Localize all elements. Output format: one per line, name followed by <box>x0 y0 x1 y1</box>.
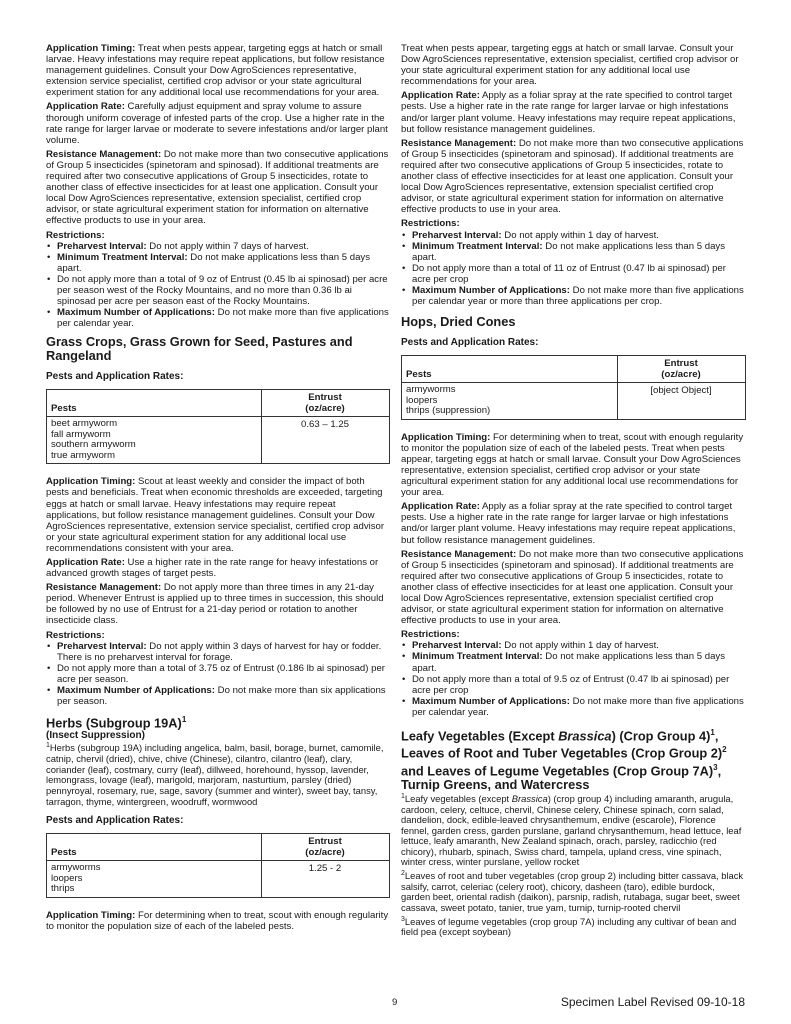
application-timing: Application Timing: Treat when pests appear, targeting eggs at hatch or small larvae. Heavy infestations may require repeat applications, but follow resistance management guidelines. Consult your Dow AgroSciences representative, extension service specialist, certified crop advisor or your state agricultural experiment station for any additional local use recommendations for your area. <box>46 43 385 99</box>
section-heading-hops: Hops, Dried Cones <box>401 314 516 330</box>
application-rate: Application Rate: Use a higher rate in the rate range for heavy infestations or advanced growth stages of target pests. <box>46 557 379 580</box>
application-timing: Application Timing: For determining when to treat, scout with enough regularity to monitor the population size of each of the labeled pests. Treat when pests appear, targeting eggs at hatch or small larvae. Consult your Dow AgroSciences representative, extension specialist, certified crop advisor or your state agricultural experiment station for any additional local use recommendations for your area. <box>401 431 744 499</box>
list-item: • Do not apply more than a total of 11 oz of Entrust (0.47 lb ai spinosad) per acre per crop <box>401 263 746 285</box>
list-item: • Minimum Treatment Interval: Do not make applications less than 5 days apart. <box>401 651 746 673</box>
table-cell-pests: armyworms loopers thrips <box>47 861 262 898</box>
section-heading-herbs: Herbs (Subgroup 19A)$^1$ <box>46 715 187 731</box>
table-row <box>47 861 390 898</box>
pests-rates-label: Pests and Application Rates: <box>46 371 184 383</box>
resistance-management: Resistance Management: Do not apply more than three times in any 21-day period. Whenever Entrust is applied up to three times in succession, this should be followed by no use of Entrust for a 21-day period or rotation to another insecticide class. <box>46 582 384 627</box>
restrictions-list <box>401 640 746 718</box>
table-header-row <box>47 390 390 417</box>
table-header-entrust: Entrust (oz/acre) <box>262 834 390 861</box>
section-subheading: (Insect Suppression) <box>46 730 145 742</box>
application-timing-continued: Treat when pests appear, targeting eggs at hatch or small larvae. Consult your Dow AgroSciences representative, extension specialist, certified crop advisor or your state agricultural experiment station for any additional local use recommendations for your area. <box>401 43 739 88</box>
restrictions-heading: Restrictions: <box>46 629 105 641</box>
footnote: $^3$Leaves of legume vegetables (crop group 7A) including any cultivar of bean and field pea (except soybean) <box>401 915 737 938</box>
resistance-management: Resistance Management: Do not make more than two consecutive applications of Group 5 insecticides (spinetoram and spinosad). If additional treatments are required after two consecutive applications of Group 5 insecticides, rotate to another class of effective insecticides for at least one application. Consult your local Dow AgroSciences representative, extension specialist certified crop advisor, or state agricultural experiment station for information on alternative effective products to use in your area. <box>401 548 744 627</box>
section-heading-grass-crops: Grass Crops, Grass Grown for Seed, Pastures and Rangeland <box>46 334 353 364</box>
restrictions-list <box>401 230 746 308</box>
list-item: • Preharvest Interval: Do not apply within 3 days of harvest for hay or fodder. There is no preharvest interval for forage. <box>46 641 390 663</box>
restrictions-heading: Restrictions: <box>401 629 460 641</box>
list-item: • Preharvest Interval: Do not apply within 1 day of harvest. <box>401 230 746 241</box>
left-column <box>46 43 390 935</box>
list-item: • Do not apply more than a total of 9.5 oz of Entrust (0.47 lb ai spinosad) per acre per crop <box>401 674 746 696</box>
table-header-pests: Pests <box>47 390 262 417</box>
list-item: • Preharvest Interval: Do not apply within 1 day of harvest. <box>401 640 746 651</box>
table-cell-rate: 0.63 – 1.25 <box>262 417 390 464</box>
revision-label: Specimen Label Revised 09-10-18 <box>560 995 745 1009</box>
list-item: • Minimum Treatment Interval: Do not make applications less than 5 days apart. <box>401 241 746 263</box>
table-header-row <box>402 356 746 383</box>
restrictions-list <box>46 241 390 330</box>
table-cell-pests: beet armyworm fall armyworm southern armyworm true armyworm <box>47 417 262 464</box>
page-footer <box>0 996 791 1012</box>
application-rate: Application Rate: Apply as a foliar spray at the rate specified to control target pests. Use a higher rate in the rate range for larger larvae or high infestations and/or larger plant volume. Heavy infestations may require repeat applications, but follow resistance management guidelines. <box>401 90 736 135</box>
list-item: • Do not apply more than a total of 3.75 oz of Entrust (0.186 lb ai spinosad) per acre per season. <box>46 663 390 685</box>
pests-rates-label: Pests and Application Rates: <box>46 815 184 827</box>
table-cell-rate: 1.25 - 2 <box>262 861 390 898</box>
list-item: • Maximum Number of Applications: Do not make more than five applications per calendar year or more than three applications per crop. <box>401 285 746 307</box>
list-item: • Maximum Number of Applications: Do not make more than six applications per season. <box>46 685 390 707</box>
table-header-entrust: Entrust (oz/acre) <box>262 390 390 417</box>
resistance-management: Resistance Management: Do not make more than two consecutive applications of Group 5 insecticides (spinetoram and spinosad). If additional treatments are required after two consecutive applications of Group 5 insecticides, rotate to another class of effective insecticides for at least one application. Consult your local Dow AgroSciences representative, extension specialist, certified crop advisor, or state agricultural experiment station for information on alternative effective products to use in your area. <box>46 148 389 227</box>
restrictions-heading: Restrictions: <box>401 218 460 230</box>
restrictions-list <box>46 641 390 708</box>
right-column <box>401 43 746 939</box>
table-row <box>47 417 390 464</box>
table-cell-pests: armyworms loopers thrips (suppression) <box>402 383 618 420</box>
section-heading-leafy-vegetables: Leafy Vegetables (Except Brassica) (Crop Group 4)$^1$, Leaves of Root and Tuber Vegetables (Crop Group 2)$^2$ and Leaves of Legume Vegetables (Crop Group 7A)$^3$, Turnip Greens, and Watercress <box>401 728 727 792</box>
application-rate: Application Rate: Apply as a foliar spray at the rate specified to control target pests. Use a higher rate in the rate range for larger larvae or high infestations and/or larger plant volume. Heavy infestations may require repeat applications, but follow resistance management guidelines. <box>401 501 736 546</box>
list-item: • Maximum Number of Applications: Do not make more than five applications per calendar year. <box>401 696 746 718</box>
list-item: • Maximum Number of Applications: Do not make more than five applications per calendar year. <box>46 307 390 329</box>
table-cell-rate: [object Object] <box>618 383 746 420</box>
list-item: • Minimum Treatment Interval: Do not make applications less than 5 days apart. <box>46 252 390 274</box>
application-timing: Application Timing: Scout at least weekly and consider the impact of both pests and beneficials. Treat when economic thresholds are exceeded, targeting eggs at hatch or small larvae. Heavy infestations may require repeat applications, but follow resistance management guidelines. Consult your Dow AgroSciences representative, extension service specialist, certified crop advisor or your state agricultural experiment station for any additional local use recommendations consistent with your area. <box>46 476 385 554</box>
resistance-management: Resistance Management: Do not make more than two consecutive applications of Group 5 insecticides (spinetoram and spinosad). If additional treatments are required after two consecutive applications of Group 5 insecticides, rotate to another class of effective insecticides for at least one application. Consult your local Dow AgroSciences representative, extension specialist certified crop advisor, or state agricultural experiment station for information on alternative effective products to use in your area. <box>401 137 744 216</box>
table-header-row <box>47 834 390 861</box>
pests-rates-table <box>401 355 746 420</box>
restrictions-heading: Restrictions: <box>46 229 105 241</box>
pests-rates-table <box>46 833 390 898</box>
list-item: • Do not apply more than a total of 9 oz of Entrust (0.45 lb ai spinosad) per acre per season west of the Rocky Mountains, and no more than 0.36 lb ai spinosad per acre per season east of the Rocky Mountains. <box>46 274 390 307</box>
footnote: $^1$Leafy vegetables (except Brassica) (crop group 4) including amaranth, arugula, cardoon, celery, celtuce, chervil, Chinese celery, Chinese spinach, corn salad, dandelion, dock, edible-leaved chrysanthemum, endive (escarole), Florence fennel, garden cress, garden purslane, garland chrysanthemum, head lettuce, leaf lettuce, leafy amaranth, New Zealand spinach, orach, parsley, radicchio (red chicory), rhubarb, spinach, Swiss chard, tampela, upland cress, vine spinach, winter cress, winter purslane, yellow rocket <box>401 792 742 868</box>
list-item: • Preharvest Interval: Do not apply within 7 days of harvest. <box>46 241 390 252</box>
footnote: $^1$Herbs (subgroup 19A) including angelica, balm, basil, borage, burnet, camomile, catnip, chervil (dried), chive, chive (Chinese), cilantro, cilantro (leaf), clary, coriander (leaf), costmary, curry (leaf), dillweed, horehound, hyssop, lavender, lemongrass, lovage (leaf), marigold, marjoram, nasturtium, parsley (dried) pennyroyal, rosemary, rue, sage, savory (summer and winter), sweet bay, tansy, tarragon, thyme, wintergreen, woodruff, wormwood <box>46 742 384 807</box>
table-header-pests: Pests <box>47 834 262 861</box>
table-row <box>402 383 746 420</box>
table-header-entrust: Entrust (oz/acre) <box>618 356 746 383</box>
application-timing: Application Timing: For determining when to treat, scout with enough regularity to monitor the population size of each of the labeled pests. <box>46 909 389 932</box>
pests-rates-table <box>46 389 390 464</box>
page-number: 9 <box>392 997 398 1008</box>
application-rate: Application Rate: Carefully adjust equipment and spray volume to assure thorough uniform coverage of infested parts of the crop. Use a higher rate in the rate range for larger larvae or moderate to severe infestations and/or larger plant volume. <box>46 101 388 146</box>
footnote: $^2$Leaves of root and tuber vegetables (crop group 2) including bitter cassava, black salsify, carrot, celeriac (celery root), chicory, dasheen (taro), edible burdock, garden beet, oriental radish (daikon), parsnip, radish, rutabaga, sugar beet, sweet cassava, sweet potato, tanier, true yam, turnip, turnip-rooted chervil <box>401 870 744 913</box>
pests-rates-label: Pests and Application Rates: <box>401 337 539 349</box>
table-header-pests: Pests <box>402 356 618 383</box>
